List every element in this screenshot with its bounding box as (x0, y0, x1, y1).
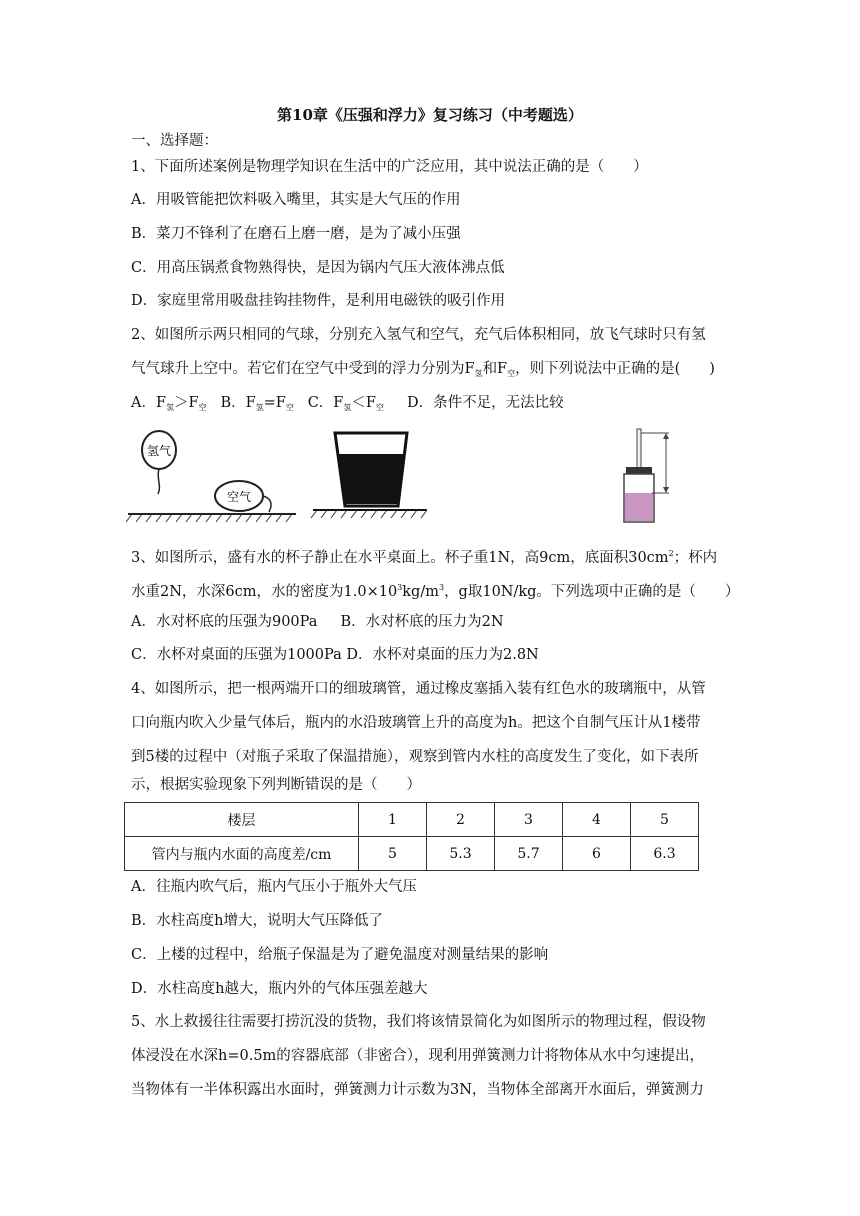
q5-line3: 当物体有一半体积露出水面时，弹簧测力计示数为3N，当物体全部离开水面后，弹簧测力 (131, 1082, 704, 1098)
q3-stem-line2: 水重2N，水深6cm，水的密度为$1.0\times 10^3kg/m^3$，g取10N/kg。下列选项中正确的是（ ） (131, 583, 740, 600)
q2-stem-line2: 气气球升上空中。若它们在空气中受到的浮力分别为$F_氢$和$F_空$，则下列说法中正确的是( ) (131, 361, 715, 378)
table-cell: 楼层 (125, 803, 359, 837)
barometer-figure (615, 425, 681, 525)
table-cell: 6.3 (631, 837, 699, 871)
balloons-figure (126, 428, 298, 524)
balloon-air-label: 空气 (226, 490, 252, 504)
q3-option-c: C．水杯对桌面的压强为1000Pa (131, 647, 342, 663)
q3-options-ab (131, 612, 504, 632)
q4-option-a: A．往瓶内吹气后，瓶内气压小于瓶外大气压 (131, 879, 417, 895)
table-row (125, 837, 699, 871)
q4-stem-line3: 到5楼的过程中（对瓶子采取了保温措施），观察到管内水柱的高度发生了变化，如下表所 (131, 749, 699, 765)
table-cell: 6 (563, 837, 631, 871)
q1-stem: 1、下面所述案例是物理学知识在生活中的广泛应用，其中说法正确的是（ ） (131, 159, 648, 175)
q2-option-c: C．$F_氢<F_空$ (307, 395, 384, 412)
q3-option-a: A．水对杯底的压强为900Pa (131, 614, 318, 630)
balloon-hydrogen-label: 氢气 (146, 444, 172, 458)
table-cell: 5.7 (495, 837, 563, 871)
table-cell: 1 (359, 803, 427, 837)
q4-stem-line4: 示，根据实验现象下列判断错误的是（ ） (131, 777, 421, 793)
q4-stem-line2: 口向瓶内吹入少量气体后，瓶内的水沿玻璃管上升的高度为h。把这个自制气压计从1楼带 (131, 715, 701, 731)
q2-option-b: B．$F_氢=F_空$ (220, 395, 294, 412)
page-title: 第10章《压强和浮力》复习练习（中考题选） (277, 106, 583, 124)
q2-option-a: A．$F_氢>F_空$ (131, 395, 207, 412)
table-cell: 管内与瓶内水面的高度差/cm (125, 837, 359, 871)
q3-stem-line1: 3、如图所示，盛有水的杯子静止在水平桌面上。杯子重1N，高9cm，底面积$30cm^2$；杯内 (131, 549, 718, 566)
q4-option-c: C．上楼的过程中，给瓶子保温是为了避免温度对测量结果的影响 (131, 947, 549, 963)
q3-options-cd (131, 645, 539, 665)
q5-line1: 5、水上救援往往需要打捞沉没的货物，我们将该情景简化为如图所示的物理过程，假设物 (131, 1014, 706, 1030)
q1-option-c: C．用高压锅煮食物熟得快，是因为锅内气压大液体沸点低 (131, 260, 505, 276)
q2-options (131, 393, 564, 418)
table-cell: 5 (631, 803, 699, 837)
cup-figure (305, 428, 431, 524)
q5-line2: 体浸没在水深h=0.5m的容器底部（非密合），现利用弹簧测力计将物体从水中匀速提出， (131, 1048, 705, 1064)
q2-option-d: D．条件不足，无法比较 (406, 395, 564, 411)
q3-option-b: B．水对杯底的压力为2N (340, 614, 504, 630)
q3-option-d: D．水杯对桌面的压力为2.8N (346, 647, 539, 663)
section-heading: 一、选择题： (131, 133, 218, 149)
q1-option-b: B．菜刀不锋利了在磨石上磨一磨，是为了减小压强 (131, 226, 461, 242)
table-header-row (125, 803, 699, 837)
table-cell: 4 (563, 803, 631, 837)
q4-option-b: B．水柱高度h增大，说明大气压降低了 (131, 913, 383, 929)
table-cell: 5.3 (427, 837, 495, 871)
q4-option-d: D．水柱高度h越大，瓶内外的气体压强差越大 (131, 981, 428, 997)
q2-stem-line1: 2、如图所示两只相同的气球，分别充入氢气和空气，充气后体积相同，放飞气球时只有氢 (131, 327, 706, 343)
table-cell: 2 (427, 803, 495, 837)
table-cell: 3 (495, 803, 563, 837)
floor-height-table (124, 802, 699, 871)
table-cell: 5 (359, 837, 427, 871)
q1-option-d: D．家庭里常用吸盘挂钩挂物件，是利用电磁铁的吸引作用 (131, 293, 506, 309)
q1-option-a: A．用吸管能把饮料吸入嘴里，其实是大气压的作用 (131, 192, 461, 208)
q4-stem-line1: 4、如图所示，把一根两端开口的细玻璃管，通过橡皮塞插入装有红色水的玻璃瓶中，从管 (131, 681, 706, 697)
